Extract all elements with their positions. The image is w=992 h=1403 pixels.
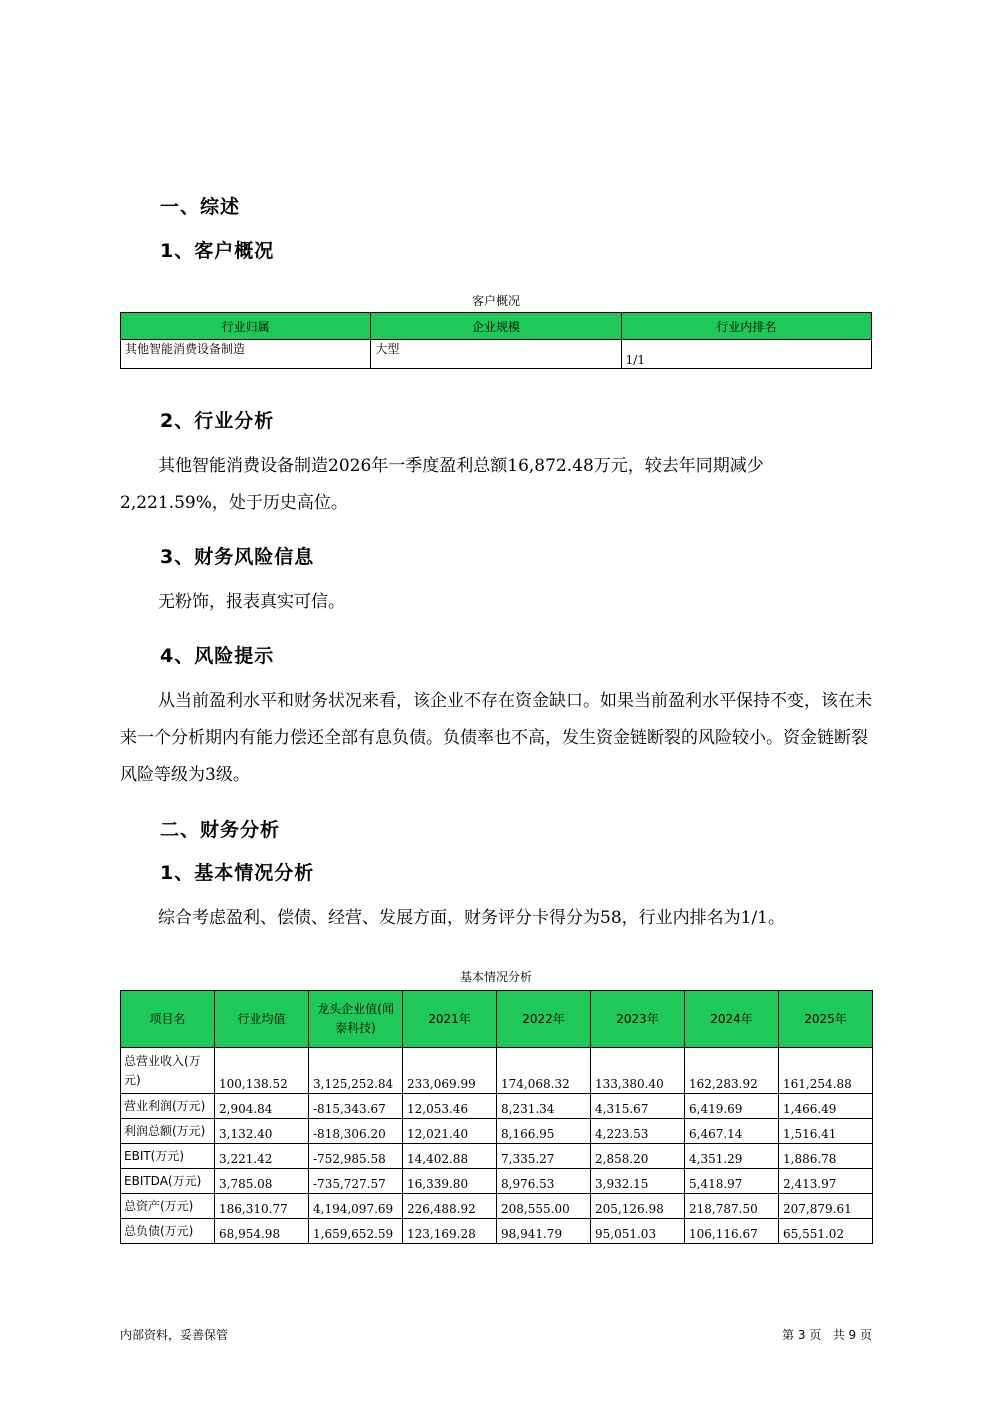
table-cell: 7,335.27	[497, 1144, 591, 1169]
table-cell: -818,306.20	[309, 1119, 403, 1144]
table-cell: 100,138.52	[215, 1048, 309, 1094]
table-cell: 3,132.40	[215, 1119, 309, 1144]
basic-header-2023: 2023年	[591, 991, 685, 1048]
table-cell: 161,254.88	[779, 1048, 873, 1094]
table-cell: 162,283.92	[685, 1048, 779, 1094]
paragraph-risk-tip-text: 从当前盈利水平和财务状况来看，该企业不存在资金缺口。如果当前盈利水平保持不变，该在未来一个分析期内有能力偿还全部有息负债。负债率也不高，发生资金链断裂的风险较小。资金链断裂风险等级为3级。	[120, 691, 872, 785]
paragraph-risk-info	[120, 584, 872, 621]
table-cell: 16,339.80	[403, 1169, 497, 1194]
table-cell: 106,116.67	[685, 1219, 779, 1244]
footer-confidential-note: 内部资料，妥善保管	[120, 1328, 229, 1342]
section-title-overview: 一、综述	[160, 196, 241, 218]
paragraph-basic-analysis-text: 综合考虑盈利、偿债、经营、发展方面，财务评分卡得分为58，行业内排名为1/1。	[158, 908, 785, 928]
subsection-title-financial-risk: 3、财务风险信息	[160, 546, 315, 568]
table-row	[121, 1119, 873, 1144]
table-cell: 3,785.08	[215, 1169, 309, 1194]
table-cell: 3,932.15	[591, 1169, 685, 1194]
overview-header-scale: 企业规模	[371, 313, 621, 340]
row-label-cell: EBIT(万元)	[121, 1144, 215, 1169]
table-cell: 1,516.41	[779, 1119, 873, 1144]
table-cell: 4,194,097.69	[309, 1194, 403, 1219]
table-cell: 4,351.29	[685, 1144, 779, 1169]
basic-table-body	[121, 1048, 873, 1244]
table-cell: 3,221.42	[215, 1144, 309, 1169]
table-row	[121, 1094, 873, 1119]
table-cell: 174,068.32	[497, 1048, 591, 1094]
subsection-title-basic-analysis: 1、基本情况分析	[160, 862, 315, 884]
basic-header-industry-avg: 行业均值	[215, 991, 309, 1048]
subsection-title-customer-overview: 1、客户概况	[160, 240, 275, 262]
overview-table-row	[121, 340, 872, 369]
table-row	[121, 1169, 873, 1194]
table-cell: 2,858.20	[591, 1144, 685, 1169]
basic-header-2021: 2021年	[403, 991, 497, 1048]
basic-table-header-row	[121, 991, 873, 1048]
table-cell: 1,886.78	[779, 1144, 873, 1169]
row-label-cell: 营业利润(万元)	[121, 1094, 215, 1119]
basic-header-leader: 龙头企业值(闻泰科技)	[309, 991, 403, 1048]
basic-header-2025: 2025年	[779, 991, 873, 1048]
basic-header-item: 项目名	[121, 991, 215, 1048]
table-cell: 186,310.77	[215, 1194, 309, 1219]
table-cell: 123,169.28	[403, 1219, 497, 1244]
table-cell: 4,223.53	[591, 1119, 685, 1144]
overview-cell-scale: 大型	[371, 340, 621, 369]
table-row	[121, 1048, 873, 1094]
table-cell: 218,787.50	[685, 1194, 779, 1219]
table-cell: 5,418.97	[685, 1169, 779, 1194]
table-cell: 98,941.79	[497, 1219, 591, 1244]
table-cell: 207,879.61	[779, 1194, 873, 1219]
overview-table-header-row	[121, 313, 872, 340]
paragraph-industry-analysis	[120, 448, 872, 522]
row-label-cell: 总营业收入(万元)	[121, 1048, 215, 1094]
overview-header-industry: 行业归属	[121, 313, 371, 340]
table-cell: 8,231.34	[497, 1094, 591, 1119]
table-cell: -735,727.57	[309, 1169, 403, 1194]
table-cell: 226,488.92	[403, 1194, 497, 1219]
table-cell: 6,419.69	[685, 1094, 779, 1119]
overview-cell-rank: 1/1	[621, 340, 871, 369]
paragraph-basic-analysis	[120, 900, 872, 937]
table-cell: 208,555.00	[497, 1194, 591, 1219]
table-cell: 3,125,252.84	[309, 1048, 403, 1094]
paragraph-risk-info-text: 无粉饰，报表真实可信。	[158, 592, 345, 612]
table-cell: 2,413.97	[779, 1169, 873, 1194]
overview-table	[120, 312, 872, 369]
table-cell: 68,954.98	[215, 1219, 309, 1244]
overview-table-caption: 客户概况	[471, 294, 520, 308]
table-cell: 133,380.40	[591, 1048, 685, 1094]
section-title-financial-analysis: 二、财务分析	[160, 819, 281, 841]
row-label-cell: 利润总额(万元)	[121, 1119, 215, 1144]
row-label-cell: EBITDA(万元)	[121, 1169, 215, 1194]
table-cell: 8,976.53	[497, 1169, 591, 1194]
basic-header-2024: 2024年	[685, 991, 779, 1048]
table-cell: 1,466.49	[779, 1094, 873, 1119]
basic-table-caption: 基本情况分析	[459, 970, 532, 984]
paragraph-industry-analysis-text: 其他智能消费设备制造2026年一季度盈利总额16,872.48万元，较去年同期减少2,221.59%，处于历史高位。	[120, 456, 764, 513]
table-cell: 205,126.98	[591, 1194, 685, 1219]
table-cell: 95,051.03	[591, 1219, 685, 1244]
table-row	[121, 1194, 873, 1219]
overview-header-rank: 行业内排名	[621, 313, 871, 340]
table-row	[121, 1219, 873, 1244]
table-row	[121, 1144, 873, 1169]
table-cell: 8,166.95	[497, 1119, 591, 1144]
table-cell: -815,343.67	[309, 1094, 403, 1119]
table-cell: 65,551.02	[779, 1219, 873, 1244]
paragraph-risk-tip	[120, 683, 872, 794]
table-cell: -752,985.58	[309, 1144, 403, 1169]
subsection-title-industry-analysis: 2、行业分析	[160, 410, 275, 432]
footer-page-number: 第 3 页 共 9 页	[782, 1328, 872, 1342]
overview-cell-industry: 其他智能消费设备制造	[121, 340, 371, 369]
table-cell: 4,315.67	[591, 1094, 685, 1119]
table-cell: 6,467.14	[685, 1119, 779, 1144]
table-cell: 2,904.84	[215, 1094, 309, 1119]
table-cell: 14,402.88	[403, 1144, 497, 1169]
basic-header-2022: 2022年	[497, 991, 591, 1048]
table-cell: 233,069.99	[403, 1048, 497, 1094]
subsection-title-risk-tip: 4、风险提示	[160, 645, 275, 667]
basic-analysis-table	[120, 990, 873, 1244]
table-cell: 1,659,652.59	[309, 1219, 403, 1244]
row-label-cell: 总资产(万元)	[121, 1194, 215, 1219]
row-label-cell: 总负债(万元)	[121, 1219, 215, 1244]
table-cell: 12,021.40	[403, 1119, 497, 1144]
table-cell: 12,053.46	[403, 1094, 497, 1119]
